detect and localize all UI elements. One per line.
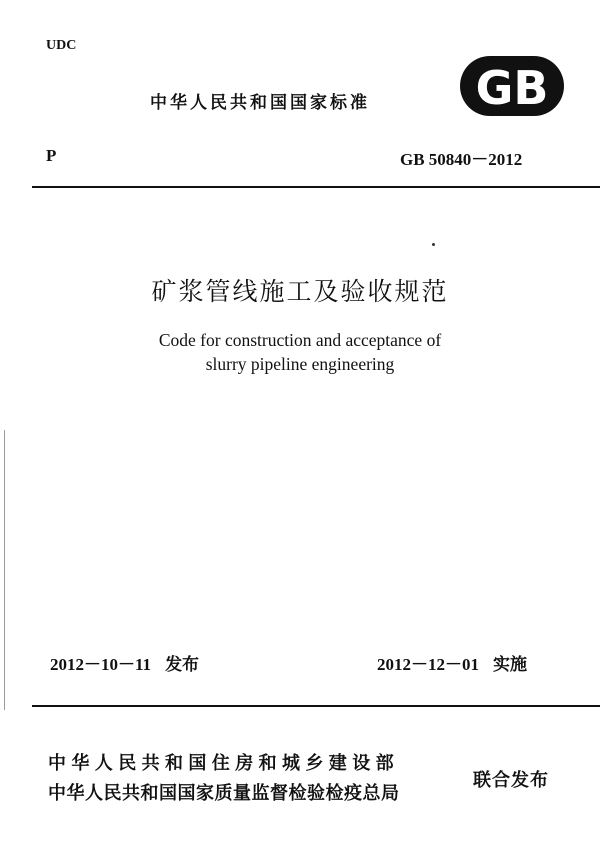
implement-date-block — [377, 650, 527, 675]
issue-date: 2012－10－11 — [50, 655, 152, 674]
category-code: P — [46, 146, 57, 165]
implement-label: 实施 — [493, 655, 527, 675]
bottom-divider — [32, 705, 600, 707]
title-chinese: 矿浆管线施工及验收规范 — [151, 277, 449, 306]
implement-date: 2012－12－01 — [377, 655, 479, 674]
top-divider — [32, 186, 600, 188]
standard-code: GB 50840－2012 — [400, 150, 523, 169]
udc-label: UDC — [46, 38, 77, 53]
issue-date-block — [50, 650, 199, 675]
gb-logo-text: GB — [475, 61, 549, 115]
title-english-line1: Code for construction and acceptance of — [158, 330, 442, 350]
page-edge-line — [4, 430, 5, 710]
joint-issue-label: 联合发布 — [473, 770, 549, 791]
standard-name: 中华人民共和国国家标准 — [150, 93, 370, 113]
print-speck — [432, 243, 435, 246]
issuer-quality-supervision: 中华人民共和国国家质量监督检验检疫总局 — [48, 783, 400, 804]
title-english-line2: slurry pipeline engineering — [205, 354, 395, 374]
gb-logo — [458, 52, 566, 120]
issue-label: 发布 — [165, 655, 200, 675]
issuer-ministry-housing: 中华人民共和国住房和城乡建设部 — [48, 753, 399, 774]
title-english — [0, 328, 600, 376]
